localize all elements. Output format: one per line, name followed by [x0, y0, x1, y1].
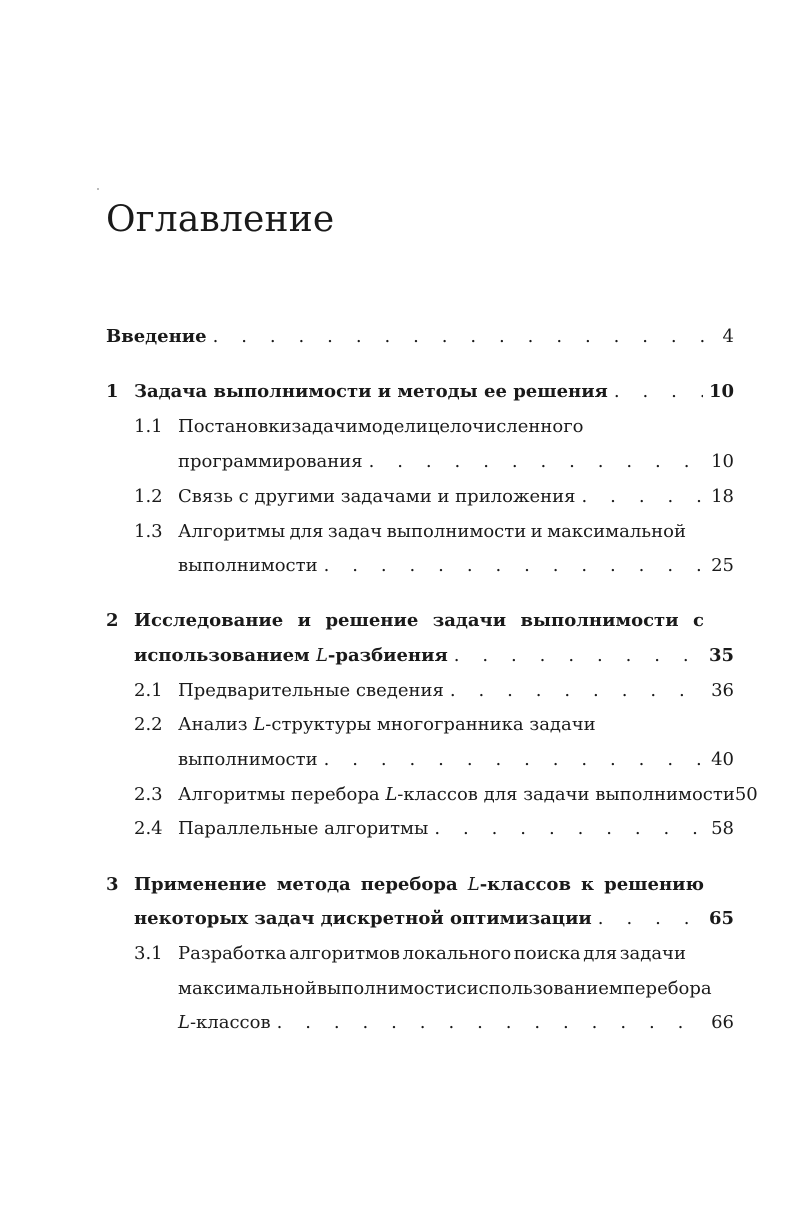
toc-intro-page: 4 [722, 326, 734, 347]
chapter-title: Задача выполнимости и методы ее решения [134, 381, 608, 402]
section-word: алгоритмов [289, 943, 400, 964]
toc-entry-section-3-1-end[interactable] [178, 1011, 734, 1035]
section-title: Алгоритмы перебора L-классов для задачи выполнимости [178, 784, 735, 805]
section-page: 36 [711, 680, 734, 701]
section-word: Постановки [178, 416, 292, 437]
section-title-cont: выполнимости [178, 555, 318, 576]
section-number: 1.3 [134, 521, 163, 542]
section-number: 1.1 [134, 416, 163, 437]
toc-entry-section-3-1[interactable] [178, 942, 686, 966]
toc-entry-section-2-1[interactable] [178, 679, 734, 703]
toc-entry-section-2-2[interactable]: Анализ L-структуры многогранника задачи [178, 714, 596, 735]
dot-leader [277, 1011, 706, 1035]
section-number: 2.4 [134, 818, 163, 839]
chapter-word: выполнимости [520, 610, 679, 631]
section-number: 2.3 [134, 784, 163, 805]
section-number: 2.1 [134, 680, 163, 701]
section-page: 18 [711, 486, 734, 507]
section-title-cont: программирования [178, 451, 363, 472]
toc-entry-section-1-3-cont[interactable] [178, 554, 734, 578]
chapter-word: и [297, 610, 312, 631]
dot-leader [213, 325, 717, 349]
section-word: выполнимости [316, 978, 457, 999]
section-word: Алгоритмы [178, 521, 286, 542]
section-title-cont: выполнимости [178, 749, 318, 770]
section-title: Связь с другими задачами и приложения [178, 486, 576, 507]
section-page: 10 [711, 451, 734, 472]
chapter-word: к [581, 874, 595, 895]
chapter-title-cont: использованием L-разбиения [134, 645, 448, 666]
toc-intro-label: Введение [106, 326, 207, 347]
section-word: Разработка [178, 943, 287, 964]
section-word: модели [357, 416, 428, 437]
chapter-word: с [693, 610, 704, 631]
section-number: 1.2 [134, 486, 163, 507]
toc-entry-intro[interactable] [106, 325, 734, 349]
toc-entry-chapter-2[interactable] [134, 609, 704, 633]
dot-leader [582, 485, 706, 509]
chapter-number: 2 [106, 610, 119, 631]
page-title: Оглавление [106, 199, 335, 240]
chapter-word: Исследование [134, 610, 284, 631]
section-word: задачи [619, 943, 686, 964]
section-page: 25 [711, 555, 734, 576]
dot-leader [324, 554, 705, 578]
section-word: задач [327, 521, 383, 542]
toc-entry-section-1-2[interactable] [178, 485, 734, 509]
section-word: и [530, 521, 543, 542]
chapter-word: решение [325, 610, 419, 631]
section-word: максимальной [547, 521, 686, 542]
toc-entry-section-1-1-cont[interactable] [178, 450, 734, 474]
dot-leader [450, 679, 705, 703]
chapter-word: L-классов [467, 874, 571, 895]
dot-leader [324, 748, 705, 772]
toc-entry-section-2-3[interactable] [178, 783, 758, 807]
chapter-word: задачи [432, 610, 507, 631]
chapter-title-cont: некоторых задач дискретной оптимизации [134, 908, 592, 929]
toc-entry-section-1-1[interactable] [178, 415, 584, 439]
chapter-number: 1 [106, 381, 119, 402]
dot-leader [454, 644, 703, 668]
section-number: 3.1 [134, 943, 163, 964]
section-page: 40 [711, 749, 734, 770]
section-word: поиска [513, 943, 581, 964]
section-word: использованием [466, 978, 623, 999]
dot-leader [369, 450, 705, 474]
section-page: 58 [711, 818, 734, 839]
toc-entry-chapter-3[interactable] [134, 873, 704, 897]
chapter-word: решению [604, 874, 704, 895]
section-title: Параллельные алгоритмы [178, 818, 429, 839]
toc-entry-section-2-4[interactable] [178, 817, 734, 841]
section-word: локального [402, 943, 512, 964]
toc-entry-chapter-1[interactable] [134, 380, 734, 404]
section-word: целочисленного [427, 416, 584, 437]
section-word: и [345, 416, 358, 437]
dot-leader [598, 907, 703, 931]
section-word: для [583, 943, 618, 964]
section-title: Предварительные сведения [178, 680, 444, 701]
section-word: выполнимости [386, 521, 527, 542]
section-page: 66 [711, 1012, 734, 1033]
toc-entry-section-2-2-cont[interactable] [178, 748, 734, 772]
chapter-page: 35 [708, 645, 734, 666]
section-word: задач [291, 416, 346, 437]
section-page: 50 [734, 784, 758, 805]
section-word: максимальной [178, 978, 317, 999]
section-number: 2.2 [134, 714, 163, 735]
dot-leader [434, 817, 705, 841]
chapter-page: 10 [708, 381, 734, 402]
section-word: с [456, 978, 467, 999]
dot-leader [614, 380, 703, 404]
toc-entry-section-1-3[interactable] [178, 520, 686, 544]
chapter-word: Применение [134, 874, 267, 895]
toc-entry-chapter-2-cont[interactable] [134, 644, 734, 668]
chapter-page: 65 [708, 908, 734, 929]
section-word: перебора [622, 978, 712, 999]
section-word: для [289, 521, 324, 542]
chapter-word: метода [276, 874, 351, 895]
toc-entry-section-3-1-cont[interactable] [178, 977, 712, 1001]
section-title-cont: L-классов [178, 1012, 271, 1033]
chapter-number: 3 [106, 874, 119, 895]
chapter-word: перебора [360, 874, 458, 895]
toc-entry-chapter-3-cont[interactable] [134, 907, 734, 931]
